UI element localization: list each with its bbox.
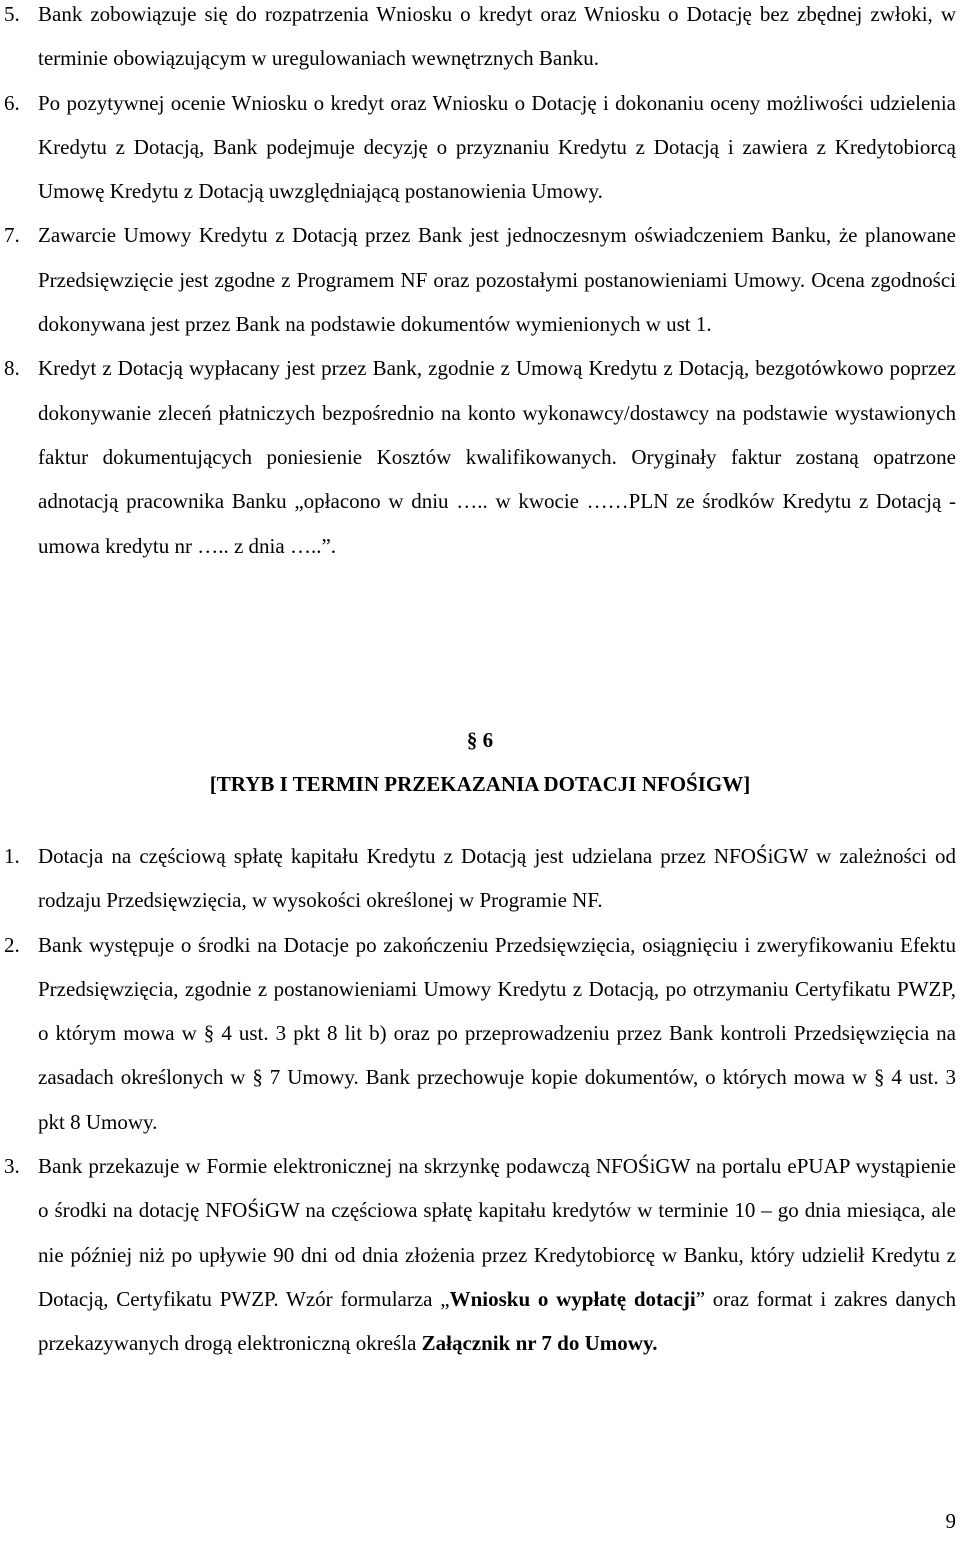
list-item [0,213,956,346]
item-text: Bank występuje o środki na Dotacje po zakończeniu Przedsięwzięcia, osiągnięciu i zweryfikowaniu Efektu Przedsięwzięcia, zgodnie z postanowieniami Umowy Kredytu z Dotacją, po otrzymaniu Certyfikatu PWZP, o którym mowa w § 4 ust. 3 pkt 8 lit b) oraz po przeprowadzeniu przez Bank kontroli Przedsięwzięcia na zasadach określonych w § 7 Umowy. Bank przechowuje kopie dokumentów, o których mowa w § 4 ust. 3 pkt 8 Umowy. [38,932,956,1134]
item-text [38,1144,956,1365]
list-item [0,1144,956,1365]
item-number: 8. [4,356,20,381]
item-text: Dotacja na częściową spłatę kapitału Kredytu z Dotacją jest udzielana przez NFOŚiGW w zależności od rodzaju Przedsięwzięcia, w wysokości określonej w Programie NF. [38,844,956,913]
list-item [0,923,956,1144]
item-text-part: Bank przekazuje w Formie elektronicznej na skrzynkę podawczą NFOŚiGW na portalu ePUAP wystąpienie o środki na dotację NFOŚiGW na częściowa spłatę kapitału kredytów w terminie 10 – go dnia miesiąca, ale nie później niż po upływie 90 dni od dnia złożenia przez Kredytobiorcę w Banku, który udzielił Kredytu z Dotacją, Certyfikatu PWZP. Wzór formularza „ [38,1154,956,1311]
page-number: 9 [945,1509,956,1533]
section-b [0,834,956,1366]
item-text: Po pozytywnej ocenie Wniosku o kredyt oraz Wniosku o Dotację i dokonaniu oceny możliwości udzielenia Kredytu z Dotacją, Bank podejmuje decyzję o przyznaniu Kredytu z Dotacją i zawiera z Kredytobiorcą Umowę Kredytu z Dotacją uwzględniającą postanowienia Umowy. [38,90,956,204]
section-symbol: § 6 [466,728,494,752]
item-number: 2. [4,932,20,957]
item-text: Kredyt z Dotacją wypłacany jest przez Bank, zgodnie z Umową Kredytu z Dotacją, bezgotówkowo poprzez dokonywanie zleceń płatniczych bezpośrednio na konto wykonawcy/dostawcy na podstawie wystawionych faktur dokumentujących poniesienie Kosztów kwalifikowanych. Oryginały faktur zostaną opatrzone adnotacją pracownika Banku „opłacono w dniu ….. w kwocie ……PLN ze środków Kredytu z Dotacją - umowa kredytu nr ….. z dnia …..”. [38,356,956,558]
list-item [0,346,956,567]
section-a [0,0,956,568]
list-item [0,81,956,214]
item-number: 5. [4,2,20,26]
item-number: 1. [4,844,20,868]
item-number: 7. [4,223,20,248]
section-title: [TRYB I TERMIN PRZEKAZANIA DOTACJI NFOŚIGW] [209,772,751,796]
item-text-part: ” oraz format i zakres danych przekazywanych drogą elektroniczną określa [38,1286,957,1356]
list-item [0,834,956,923]
form-name: Wniosku o wypłatę dotacji [449,1286,696,1311]
item-text: Bank zobowiązuje się do rozpatrzenia Wniosku o kredyt oraz Wniosku o Dotację bez zbędnej zwłoki, w terminie obowiązującym w uregulowaniach wewnętrznych Banku. [38,2,956,71]
item-number: 6. [4,90,20,115]
attachment-reference: Załącznik nr 7 do Umowy. [421,1331,658,1356]
item-text: Zawarcie Umowy Kredytu z Dotacją przez Bank jest jednoczesnym oświadczeniem Banku, że planowane Przedsięwzięcie jest zgodne z Programem NF oraz pozostałymi postanowieniami Umowy. Ocena zgodności dokonywana jest przez Bank na podstawie dokumentów wymienionych w ust 1. [38,223,956,337]
list-item [0,0,956,81]
item-number: 3. [4,1154,20,1179]
